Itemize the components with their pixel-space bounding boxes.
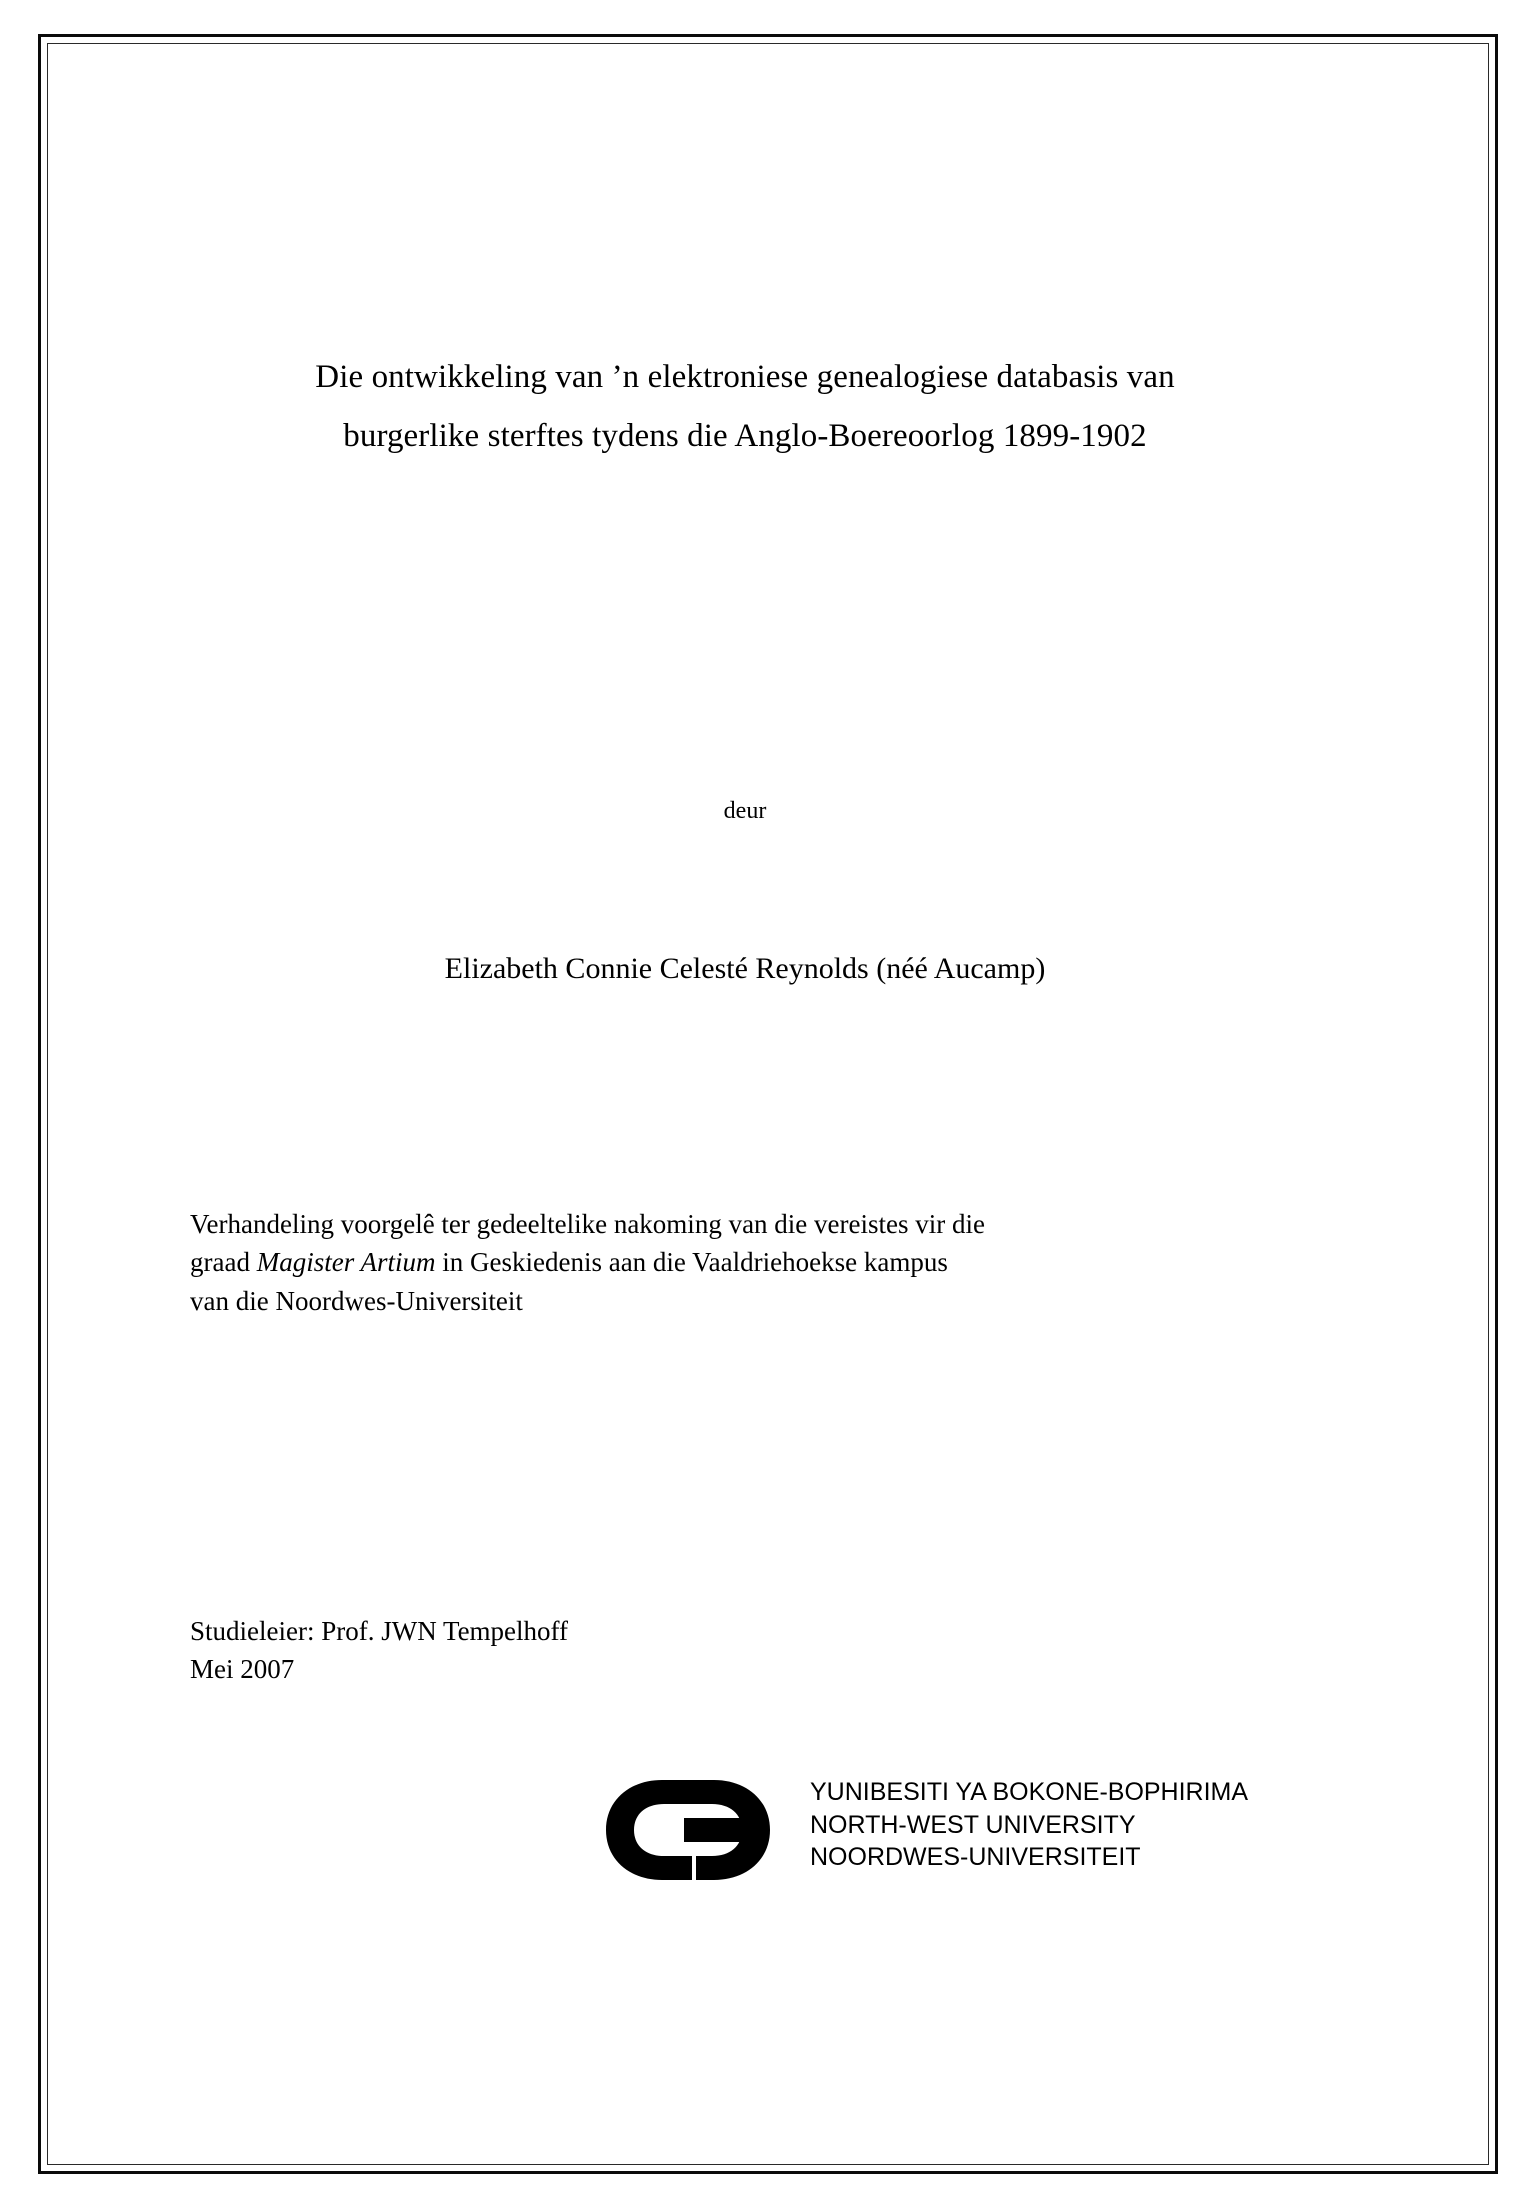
nwu-logo-icon [600, 1774, 790, 1886]
degree-statement-line-1: Verhandeling voorgelê ter gedeeltelike nakoming van die vereistes vir die [190, 1209, 985, 1239]
title-line-2: burgerlike sterftes tydens die Anglo-Boereoorlog 1899-1902 [343, 417, 1147, 454]
degree-statement-line-2 [190, 1243, 1335, 1281]
degree-statement-line-3: van die Noordwes-Universiteit [190, 1285, 523, 1316]
university-logo-text [810, 1776, 1248, 1874]
supervisor-block [190, 1612, 1190, 1689]
date-line: Mei 2007 [190, 1654, 295, 1685]
degree-statement-line-2-suffix: in Geskiedenis aan die Vaaldriehoekse kampus [435, 1247, 948, 1278]
page-title [150, 348, 1340, 465]
author-name: Elizabeth Connie Celesté Reynolds (néé Aucamp) [444, 952, 1046, 985]
university-logo [480, 1766, 1249, 1896]
degree-statement [190, 1205, 1335, 1320]
logo-text-line-3: NOORDWES-UNIVERSITEIT [810, 1843, 1141, 1871]
degree-statement-line-2-prefix: graad [190, 1247, 257, 1278]
by-label: deur [723, 798, 767, 824]
degree-name-italic: Magister Artium [256, 1247, 436, 1278]
title-line-1: Die ontwikkeling van ’n elektroniese genealogiese databasis van [315, 359, 1175, 395]
supervisor-line: Studieleier: Prof. JWN Tempelhoff [190, 1616, 569, 1646]
logo-text-line-1: YUNIBESITI YA BOKONE-BOPHIRIMA [810, 1778, 1249, 1806]
logo-text-line-2: NORTH-WEST UNIVERSITY [810, 1810, 1136, 1839]
title-page-content [150, 0, 1340, 2206]
